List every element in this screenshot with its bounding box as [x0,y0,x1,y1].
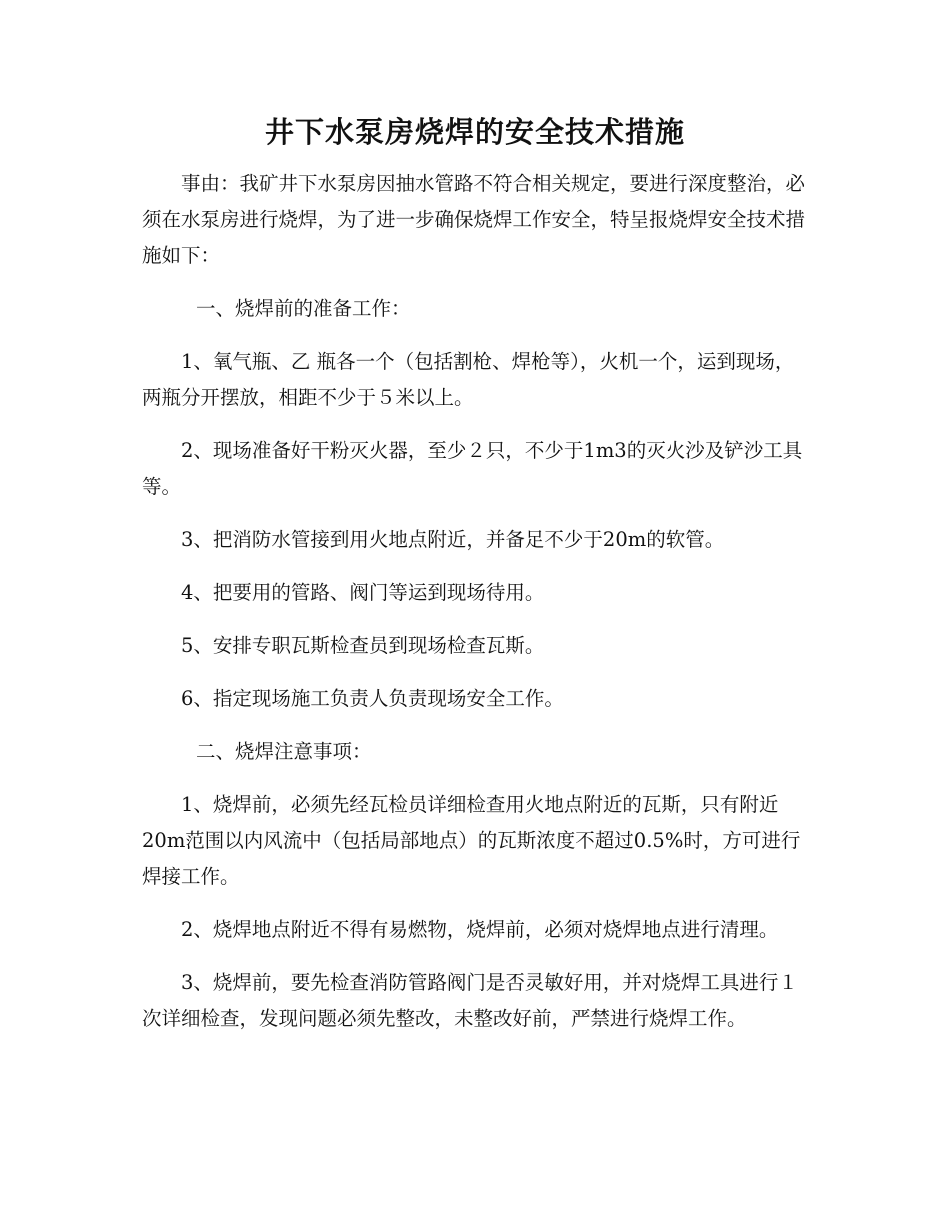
section-heading-precautions: 二、烧焊注意事项： [196,740,372,763]
list-item: 5、安排专职瓦斯检查员到现场检查瓦斯。 [181,634,545,657]
intro-paragraph: 事由：我矿井下水泵房因抽水管路不符合相关规定，要进行深度整治，必须在水泵房进行烧焊，为了进一步确保烧焊工作安全，特呈报烧焊安全技术措施如下： [142,172,806,267]
list-item: 1、氧气瓶、乙 瓶各一个（包括割枪、焊枪等），火机一个，运到现场，两瓶分开摆放，相距不少于５米以上。 [142,350,795,409]
list-item: 4、把要用的管路、阀门等运到现场待用。 [181,581,545,604]
document-body [142,166,808,1054]
section-heading-preparation: 一、烧焊前的准备工作： [196,297,411,320]
list-item: 2、烧焊地点附近不得有易燃物，烧焊前，必须对烧焊地点进行清理。 [181,918,779,941]
document-title: 井下水泵房烧焊的安全技术措施 [264,115,685,149]
list-item: 1、烧焊前，必须先经瓦检员详细检查用火地点附近的瓦斯，只有附近20m范围以内风流中（包括局部地点）的瓦斯浓度不超过0.5%时，方可进行焊接工作。 [142,793,801,888]
list-item: 2、现场准备好干粉灭火器，至少２只，不少于1m3的灭火沙及铲沙工具等。 [142,439,803,498]
list-item: 3、烧焊前，要先检查消防管路阀门是否灵敏好用，并对烧焊工具进行１次详细检查，发现问题必须先整改，未整改好前，严禁进行烧焊工作。 [142,971,798,1030]
list-item: 6、指定现场施工负责人负责现场安全工作。 [181,687,564,710]
list-item: 3、把消防水管接到用火地点附近，并备足不少于20m的软管。 [181,528,725,551]
